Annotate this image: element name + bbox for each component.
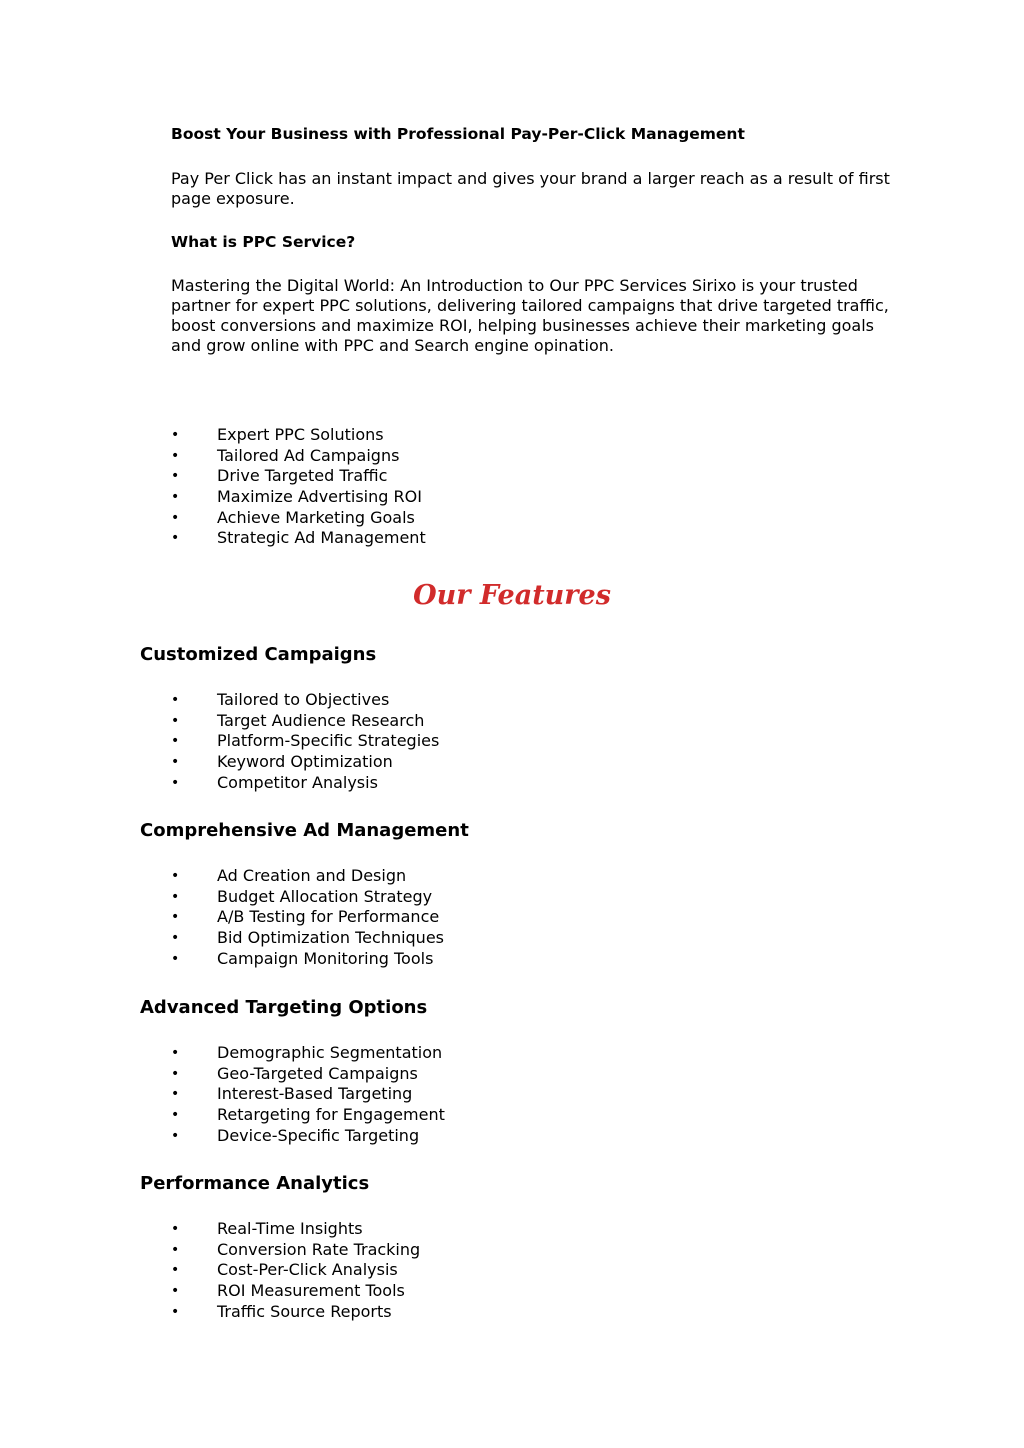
- section-heading-performance-analytics: Performance Analytics: [140, 1173, 370, 1194]
- bullet-icon: •: [171, 427, 180, 443]
- list-item: • Cost-Per-Click Analysis: [171, 1260, 398, 1280]
- bullet-icon: •: [171, 1086, 180, 1103]
- bullet-icon: •: [171, 774, 180, 791]
- bullet-icon: •: [171, 692, 180, 708]
- section-heading-advanced-targeting-options: Advanced Targeting Options: [140, 997, 428, 1018]
- list-item: • Interest-Based Targeting: [171, 1084, 413, 1104]
- list-item: • Tailored Ad Campaigns: [171, 445, 400, 465]
- bullet-icon: •: [171, 754, 180, 771]
- list-item: • Conversion Rate Tracking: [171, 1239, 421, 1259]
- list-item: • Device-Specific Targeting: [171, 1125, 420, 1145]
- bullet-icon: •: [171, 733, 180, 750]
- bullet-icon: •: [171, 1221, 180, 1237]
- section-heading-customized-campaigns: Customized Campaigns: [140, 644, 377, 665]
- bullet-icon: •: [171, 530, 180, 547]
- list-item: • Campaign Monitoring Tools: [171, 948, 434, 968]
- list-item: • Traffic Source Reports: [171, 1301, 392, 1321]
- bullet-icon: •: [171, 1303, 180, 1320]
- list-item: • Ad Creation and Design: [171, 866, 407, 885]
- list-item: • Expert PPC Solutions: [171, 425, 384, 444]
- bullet-icon: •: [171, 930, 180, 947]
- bullet-icon: •: [171, 468, 180, 485]
- bullet-icon: •: [171, 1262, 180, 1279]
- bullet-icon: •: [171, 1127, 180, 1144]
- list-item: • Drive Targeted Traffic: [171, 466, 388, 486]
- bullet-icon: •: [171, 909, 180, 926]
- list-item: • Bid Optimization Techniques: [171, 928, 444, 948]
- bullet-icon: •: [171, 1107, 180, 1124]
- bullet-icon: •: [171, 447, 180, 464]
- bullet-icon: •: [171, 1241, 180, 1258]
- bullet-icon: •: [171, 1045, 180, 1061]
- list-item: • Demographic Segmentation: [171, 1043, 443, 1062]
- bullet-icon: •: [171, 868, 180, 884]
- customized-campaigns-list: [171, 690, 439, 793]
- bullet-icon: •: [171, 489, 180, 506]
- list-item: • Tailored to Objectives: [171, 690, 390, 709]
- list-item: • Retargeting for Engagement: [171, 1105, 445, 1125]
- section-heading-comprehensive-ad-management: Comprehensive Ad Management: [140, 820, 469, 841]
- list-item: • Strategic Ad Management: [171, 528, 426, 548]
- bullet-icon: •: [171, 888, 180, 905]
- performance-analytics-list: [171, 1219, 420, 1322]
- comprehensive-ad-management-list: [171, 866, 444, 969]
- list-item: • Achieve Marketing Goals: [171, 507, 415, 527]
- features-title: Our Features: [413, 580, 611, 611]
- list-item: • ROI Measurement Tools: [171, 1281, 405, 1301]
- list-item: • Budget Allocation Strategy: [171, 886, 433, 906]
- list-item: • Maximize Advertising ROI: [171, 487, 422, 507]
- list-item: • Platform-Specific Strategies: [171, 731, 440, 751]
- bullet-icon: •: [171, 509, 180, 526]
- list-item: • Competitor Analysis: [171, 772, 378, 792]
- bullet-icon: •: [171, 712, 180, 729]
- intro-headline: Boost Your Business with Professional Pay-Per-Click Management: [171, 125, 745, 143]
- bullet-icon: •: [171, 1283, 180, 1300]
- advanced-targeting-options-list: [171, 1043, 445, 1146]
- ppc-subheading: What is PPC Service?: [171, 233, 356, 251]
- list-item: • Geo-Targeted Campaigns: [171, 1063, 418, 1083]
- list-item: • Keyword Optimization: [171, 752, 393, 772]
- list-item: • Target Audience Research: [171, 710, 425, 730]
- ppc-description: Mastering the Digital World: An Introduction to Our PPC Services Sirixo is your trusted partner for expert PPC solutions, delivering tailored campaigns that drive targeted traffic, boost conversions and maximize ROI, helping businesses achieve their marketing goals and grow online with PPC and Search engine opination.: [171, 276, 889, 355]
- bullet-icon: •: [171, 1065, 180, 1082]
- list-item: • Real-Time Insights: [171, 1219, 363, 1238]
- highlights-list: [171, 425, 426, 549]
- list-item: • A/B Testing for Performance: [171, 907, 440, 927]
- bullet-icon: •: [171, 950, 180, 967]
- intro-paragraph: Pay Per Click has an instant impact and gives your brand a larger reach as a result of first page exposure.: [171, 169, 890, 208]
